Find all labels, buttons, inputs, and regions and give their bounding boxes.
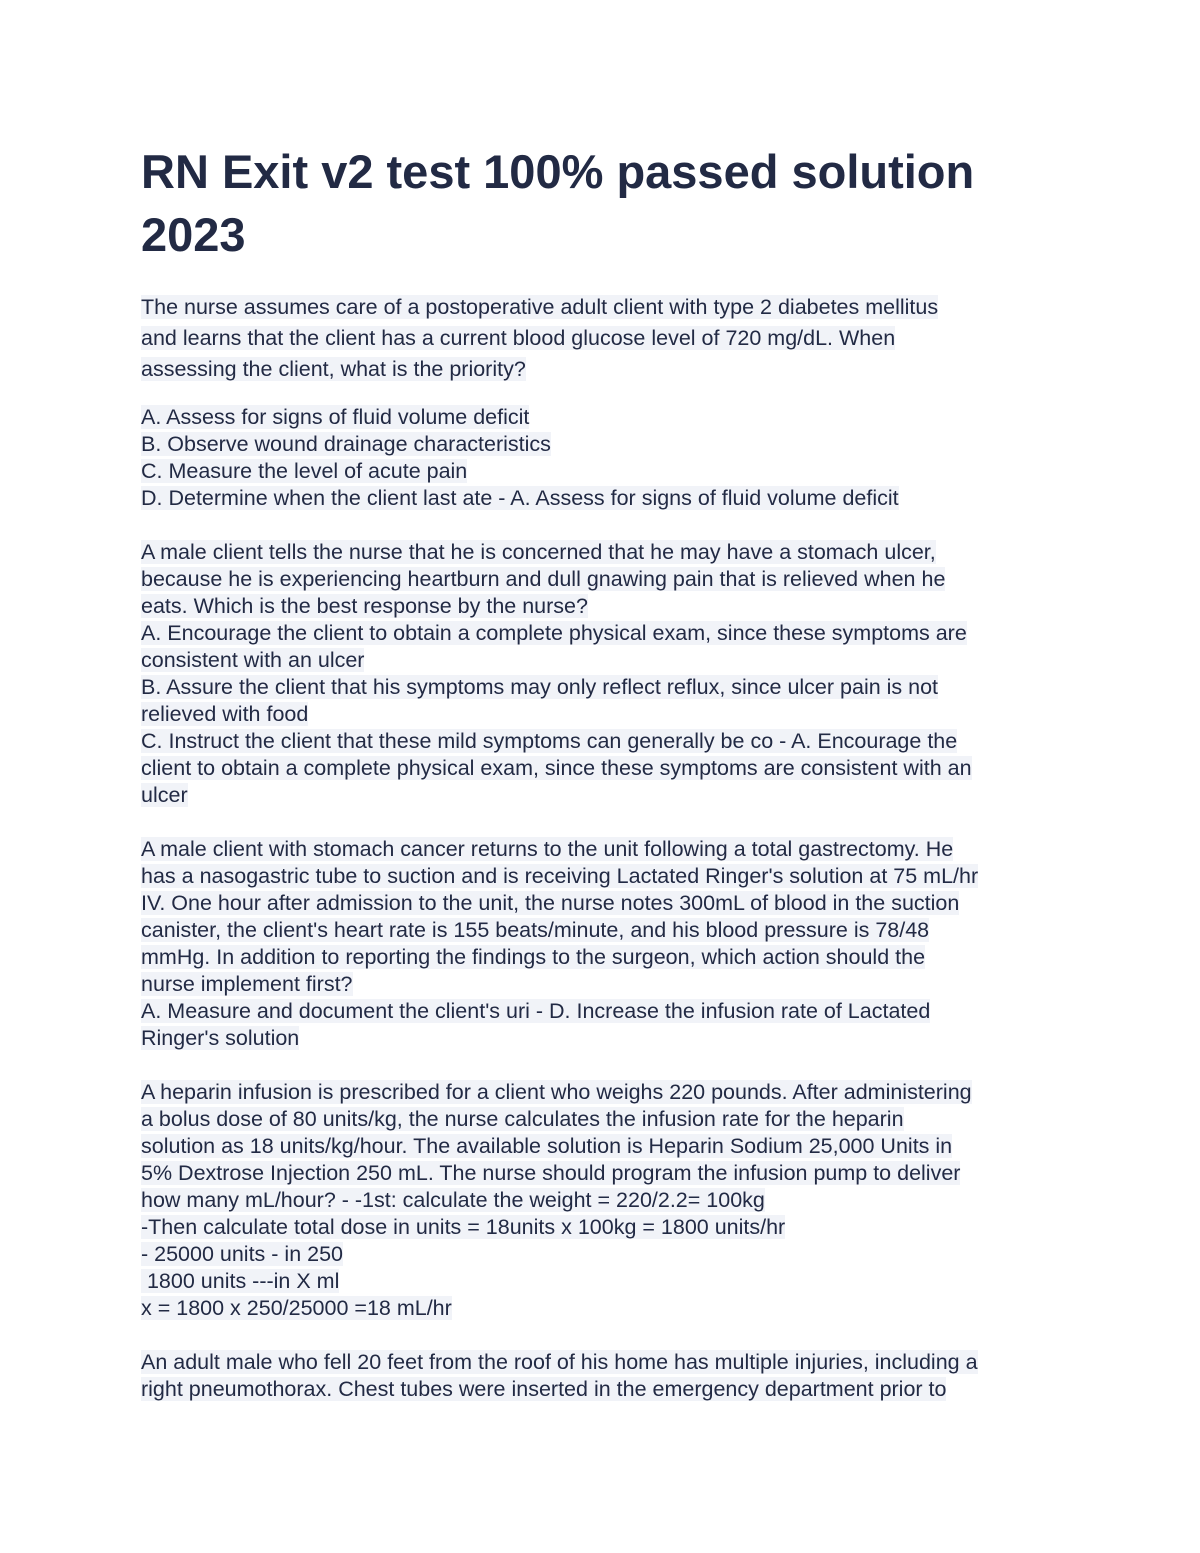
text-run: because he is experiencing heartburn and dull gnawing pain that is relieved when he <box>141 567 946 591</box>
text-line <box>141 539 1066 566</box>
text-run: Ringer's solution <box>141 1026 300 1050</box>
question-5-partial <box>141 1349 1066 1403</box>
text-run: IV. One hour after admission to the unit, the nurse notes 300mL of blood in the suction <box>141 891 960 915</box>
text-line <box>141 674 1066 701</box>
text-run: has a nasogastric tube to suction and is receiving Lactated Ringer's solution at 75 mL/hr <box>141 864 979 888</box>
text-run: A. Assess for signs of fluid volume deficit <box>141 405 530 429</box>
text-line <box>141 836 1066 863</box>
text-line <box>141 620 1066 647</box>
text-run: a bolus dose of 80 units/kg, the nurse calculates the infusion rate for the heparin <box>141 1107 904 1131</box>
text-run: D. Determine when the client last ate - A. Assess for signs of fluid volume deficit <box>141 486 899 510</box>
text-run: mmHg. In addition to reporting the findings to the surgeon, which action should the <box>141 945 926 969</box>
text-run: C. Measure the level of acute pain <box>141 459 468 483</box>
text-run: and learns that the client has a current blood glucose level of 720 mg/dL. When <box>141 326 896 350</box>
text-line <box>141 1268 1066 1295</box>
text-line <box>141 404 1066 431</box>
text-run: B. Assure the client that his symptoms may only reflect reflux, since ulcer pain is not <box>141 675 939 699</box>
text-line <box>141 728 1066 755</box>
text-run: assessing the client, what is the priority? <box>141 357 526 381</box>
text-run: eats. Which is the best response by the nurse? <box>141 594 588 618</box>
text-run: nurse implement first? <box>141 972 353 996</box>
text-run: -Then calculate total dose in units = 18units x 100kg = 1800 units/hr <box>141 1215 786 1239</box>
text-run: The nurse assumes care of a postoperative adult client with type 2 diabetes mellitus <box>141 295 939 319</box>
text-line <box>141 944 1066 971</box>
text-run: A male client tells the nurse that he is concerned that he may have a stomach ulcer, <box>141 540 936 564</box>
text-line <box>141 1187 1066 1214</box>
text-line <box>141 701 1066 728</box>
text-line <box>141 1241 1066 1268</box>
text-line <box>141 1295 1066 1322</box>
question-2 <box>141 539 1066 809</box>
text-line <box>141 485 1066 512</box>
text-line <box>141 1079 1066 1106</box>
text-line <box>141 1160 1066 1187</box>
text-line <box>141 1349 1066 1376</box>
document-title <box>141 140 1066 266</box>
text-line <box>141 863 1066 890</box>
text-run: A. Encourage the client to obtain a complete physical exam, since these symptoms are <box>141 621 967 645</box>
text-line <box>141 1025 1066 1052</box>
text-line <box>141 593 1066 620</box>
question-4 <box>141 1079 1066 1322</box>
text-run: C. Instruct the client that these mild symptoms can generally be co - A. Encourage the <box>141 729 958 753</box>
text-run: how many mL/hour? - -1st: calculate the weight = 220/2.2= 100kg <box>141 1188 765 1212</box>
text-line <box>141 755 1066 782</box>
text-run: x = 1800 x 250/25000 =18 mL/hr <box>141 1296 452 1320</box>
text-run: A male client with stomach cancer returns to the unit following a total gastrectomy. He <box>141 837 954 861</box>
text-line <box>141 1133 1066 1160</box>
text-run: An adult male who fell 20 feet from the roof of his home has multiple injuries, including a <box>141 1350 978 1374</box>
text-line <box>141 971 1066 998</box>
text-line <box>141 566 1066 593</box>
text-run: 1800 units ---in X ml <box>141 1269 340 1293</box>
text-run: ulcer <box>141 783 188 807</box>
text-line <box>141 647 1066 674</box>
document-page <box>141 140 1066 1430</box>
text-run: - 25000 units - in 250 <box>141 1242 343 1266</box>
text-run: client to obtain a complete physical exam, since these symptoms are consistent with an <box>141 756 972 780</box>
text-line <box>141 917 1066 944</box>
text-run: 5% Dextrose Injection 250 mL. The nurse should program the infusion pump to deliver <box>141 1161 961 1185</box>
text-line <box>141 890 1066 917</box>
question-1-options <box>141 404 1066 512</box>
question-3 <box>141 836 1066 1052</box>
text-run: A. Measure and document the client's uri - D. Increase the infusion rate of Lactated <box>141 999 931 1023</box>
text-run: A heparin infusion is prescribed for a client who weighs 220 pounds. After administering <box>141 1080 972 1104</box>
text-line <box>141 431 1066 458</box>
text-line <box>141 1214 1066 1241</box>
text-run: B. Observe wound drainage characteristics <box>141 432 551 456</box>
text-run: solution as 18 units/kg/hour. The available solution is Heparin Sodium 25,000 Units in <box>141 1134 953 1158</box>
title-line-1: RN Exit v2 test 100% passed solution <box>141 145 975 198</box>
text-run: relieved with food <box>141 702 309 726</box>
text-line <box>141 458 1066 485</box>
text-line <box>141 998 1066 1025</box>
text-line <box>141 1376 1066 1403</box>
text-run: consistent with an ulcer <box>141 648 365 672</box>
text-line <box>141 323 1066 354</box>
title-line-2: 2023 <box>141 208 246 261</box>
text-line <box>141 354 1066 385</box>
text-run: canister, the client's heart rate is 155 beats/minute, and his blood pressure is 78/48 <box>141 918 930 942</box>
text-line <box>141 782 1066 809</box>
text-line <box>141 292 1066 323</box>
question-1-stem <box>141 292 1066 385</box>
text-run: right pneumothorax. Chest tubes were inserted in the emergency department prior to <box>141 1377 947 1401</box>
text-line <box>141 1106 1066 1133</box>
question-blocks <box>141 292 1066 1403</box>
